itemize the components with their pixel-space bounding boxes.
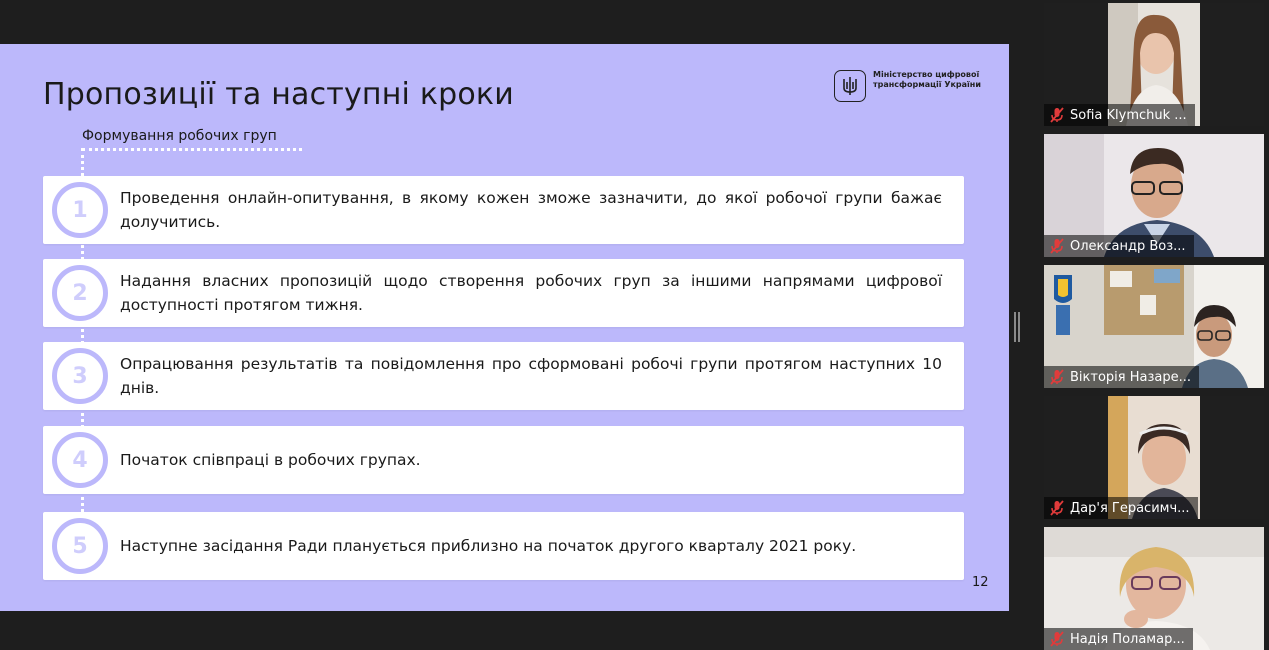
step-card-3 <box>43 342 964 410</box>
step-text: Наступне засідання Ради планується приблизно на початок другого кварталу 2021 року. <box>120 537 857 555</box>
participant-name: Дар'я Герасимч... <box>1070 500 1190 516</box>
participant-name: Вікторія Назаре... <box>1070 369 1191 385</box>
dotted-divider <box>82 148 302 151</box>
step-number-badge: 2 <box>52 265 108 321</box>
shared-screen-slide <box>0 44 1009 611</box>
participant-name: Надія Поламар... <box>1070 631 1185 647</box>
step-card-2 <box>43 259 964 327</box>
participant-tile-5[interactable] <box>1044 527 1264 650</box>
mic-muted-icon <box>1048 106 1066 124</box>
participant-tile-2[interactable] <box>1044 134 1264 257</box>
mic-muted-icon <box>1048 630 1066 648</box>
step-text: Початок співпраці в робочих групах. <box>120 451 421 469</box>
step-number-badge: 5 <box>52 518 108 574</box>
panel-resize-handle[interactable] <box>1014 312 1020 342</box>
mic-muted-icon <box>1048 237 1066 255</box>
mic-muted-icon <box>1048 499 1066 517</box>
ministry-logo-text: Міністерство цифрової трансформації України <box>873 70 981 89</box>
step-text: Проведення онлайн-опитування, в якому кожен зможе зазначити, до якої робочої групи бажає долучитись. <box>120 189 942 231</box>
step-number-badge: 1 <box>52 182 108 238</box>
participant-name-tag <box>1044 497 1198 519</box>
participant-tile-1[interactable] <box>1044 3 1264 126</box>
trident-logo-icon <box>834 70 866 102</box>
participant-tile-3[interactable] <box>1044 265 1264 388</box>
participant-name-tag <box>1044 235 1194 257</box>
slide-title: Пропозиції та наступні кроки <box>43 77 514 112</box>
step-card-5 <box>43 512 964 580</box>
participant-name-tag <box>1044 628 1193 650</box>
participant-tile-4[interactable] <box>1044 396 1264 519</box>
slide-page-number: 12 <box>972 575 989 590</box>
step-card-4 <box>43 426 964 494</box>
participant-name: Sofia Klymchuk ... <box>1070 107 1187 123</box>
participant-name-tag <box>1044 104 1195 126</box>
participant-name-tag <box>1044 366 1199 388</box>
mic-muted-icon <box>1048 368 1066 386</box>
section-label: Формування робочих груп <box>82 128 277 144</box>
step-text: Надання власних пропозицій щодо створення робочих груп за іншими напрямами цифрової доступності протягом тижня. <box>120 272 942 314</box>
step-text: Опрацювання результатів та повідомлення про сформовані робочі групи протягом наступних 10 днів. <box>120 355 942 397</box>
step-number-badge: 4 <box>52 432 108 488</box>
participant-name: Олександр Воз... <box>1070 238 1186 254</box>
step-card-1 <box>43 176 964 244</box>
step-number-badge: 3 <box>52 348 108 404</box>
